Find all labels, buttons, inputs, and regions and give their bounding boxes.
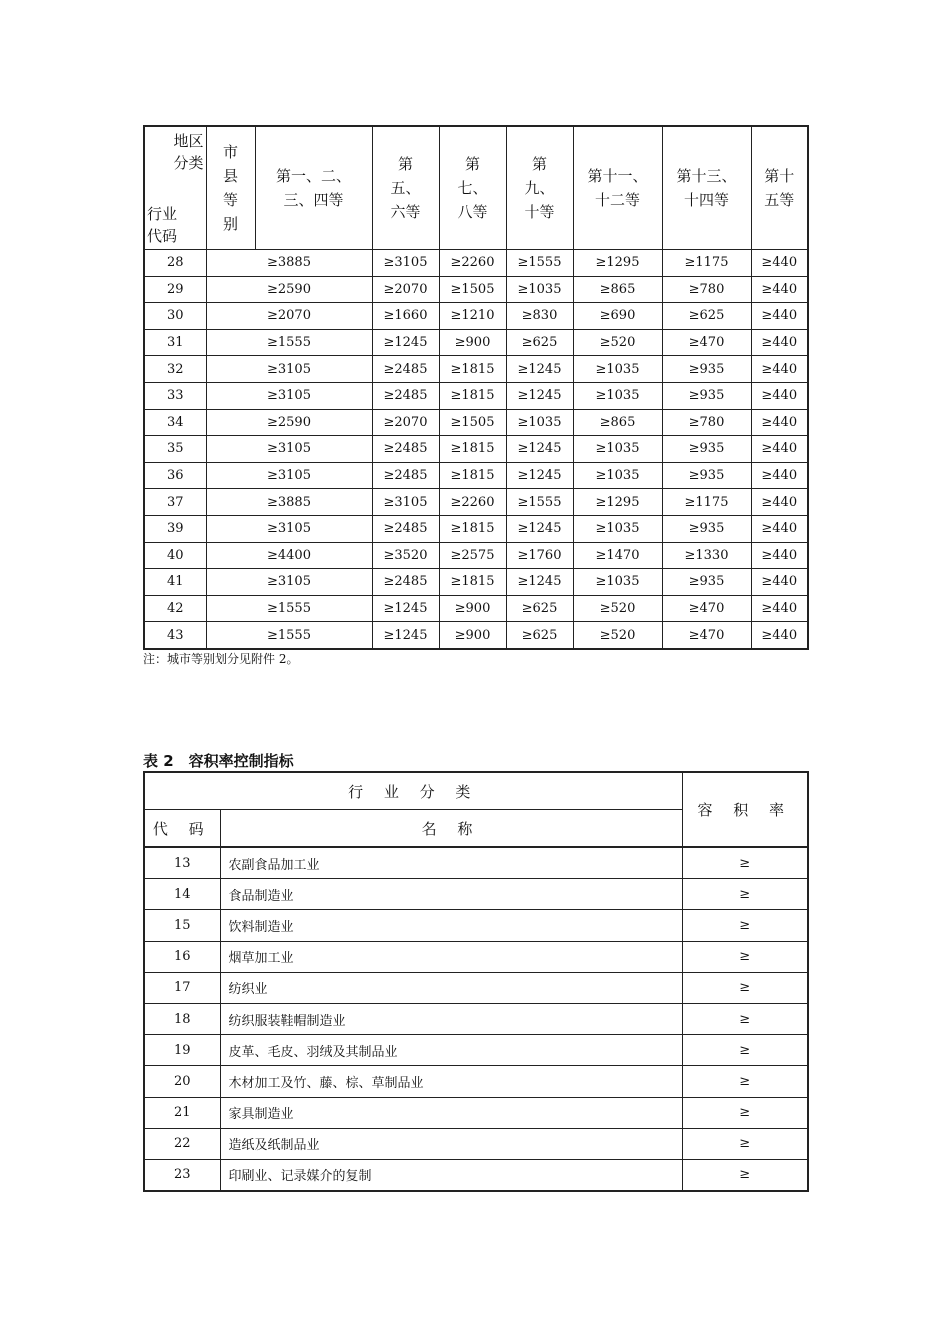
plot-ratio-cell: ≥: [682, 1159, 808, 1191]
industry-code-cell: 37: [144, 489, 206, 516]
intensity-value-cell: ≥1555: [206, 329, 372, 356]
table-row: [144, 356, 808, 383]
intensity-value-cell: ≥1245: [506, 436, 573, 463]
region-category-label: 地区 分类: [173, 132, 204, 172]
code-header: 代 码: [144, 810, 220, 848]
industry-name-cell: 造纸及纸制品业: [220, 1128, 682, 1159]
intensity-value-cell: ≥2485: [372, 515, 439, 542]
plot-ratio-header: 容 积 率: [682, 772, 808, 847]
intensity-value-cell: ≥2590: [206, 409, 372, 436]
intensity-value-cell: ≥1760: [506, 542, 573, 569]
intensity-value-cell: ≥2260: [439, 489, 506, 516]
plot-ratio-cell: ≥: [682, 1003, 808, 1034]
industry-code-cell: 33: [144, 382, 206, 409]
industry-name-cell: 饮料制造业: [220, 910, 682, 941]
intensity-value-cell: ≥1245: [506, 569, 573, 596]
intensity-value-cell: ≥440: [751, 595, 808, 622]
corner-header-cell: [144, 126, 206, 250]
intensity-value-cell: ≥440: [751, 409, 808, 436]
intensity-value-cell: ≥1245: [372, 622, 439, 649]
table-row: [144, 462, 808, 489]
grade-column-header-line: 八等: [457, 203, 488, 221]
intensity-value-cell: ≥440: [751, 515, 808, 542]
table-row: [144, 941, 808, 972]
intensity-value-cell: ≥1815: [439, 356, 506, 383]
industry-code-cell: 31: [144, 329, 206, 356]
intensity-value-cell: ≥3105: [206, 356, 372, 383]
industry-code-cell: 21: [144, 1097, 220, 1128]
table-row: [144, 436, 808, 463]
table-row: [144, 489, 808, 516]
industry-code-cell: 15: [144, 910, 220, 941]
intensity-value-cell: ≥3105: [206, 462, 372, 489]
plot-ratio-cell: ≥: [682, 972, 808, 1003]
grade-column-header-line: 第一、二、: [275, 167, 351, 185]
intensity-value-cell: ≥865: [573, 276, 662, 303]
grade-column-header-line: 十二等: [594, 191, 640, 209]
table-row: [144, 382, 808, 409]
plot-ratio-cell: ≥: [682, 1035, 808, 1066]
grade-column-header-line: 第十: [764, 167, 795, 185]
intensity-value-cell: ≥1035: [573, 462, 662, 489]
table-header-row: [144, 126, 808, 250]
intensity-value-cell: ≥440: [751, 329, 808, 356]
intensity-value-cell: ≥690: [573, 303, 662, 330]
intensity-value-cell: ≥1815: [439, 569, 506, 596]
intensity-value-cell: ≥625: [506, 329, 573, 356]
industry-code-cell: 36: [144, 462, 206, 489]
intensity-value-cell: ≥520: [573, 622, 662, 649]
industry-name-cell: 烟草加工业: [220, 941, 682, 972]
industry-code-cell: 43: [144, 622, 206, 649]
table-row: [144, 847, 808, 879]
intensity-value-cell: ≥1555: [206, 622, 372, 649]
industry-code-cell: 39: [144, 515, 206, 542]
table-row: [144, 569, 808, 596]
industry-code-cell: 20: [144, 1066, 220, 1097]
industry-code-cell: 16: [144, 941, 220, 972]
industry-code-cell: 30: [144, 303, 206, 330]
intensity-value-cell: ≥440: [751, 542, 808, 569]
intensity-value-cell: ≥935: [662, 356, 751, 383]
industry-code-cell: 22: [144, 1128, 220, 1159]
industry-name-cell: 农副食品加工业: [220, 847, 682, 879]
intensity-value-cell: ≥1245: [506, 515, 573, 542]
grade-column-header: [372, 126, 439, 250]
intensity-value-cell: ≥3105: [206, 515, 372, 542]
industry-code-cell: 32: [144, 356, 206, 383]
intensity-value-cell: ≥2590: [206, 276, 372, 303]
grade-column-header-line: 五等: [764, 191, 795, 209]
intensity-value-cell: ≥1555: [206, 595, 372, 622]
intensity-value-cell: ≥1035: [573, 515, 662, 542]
table-row: [144, 1128, 808, 1159]
grade-column-header: [573, 126, 662, 250]
intensity-value-cell: ≥440: [751, 489, 808, 516]
intensity-value-cell: ≥1555: [506, 250, 573, 277]
table-row: [144, 329, 808, 356]
intensity-value-cell: ≥1035: [573, 356, 662, 383]
intensity-value-cell: ≥1035: [573, 569, 662, 596]
intensity-value-cell: ≥865: [573, 409, 662, 436]
intensity-value-cell: ≥1660: [372, 303, 439, 330]
grade-column-header: [506, 126, 573, 250]
table-row: [144, 250, 808, 277]
intensity-value-cell: ≥900: [439, 329, 506, 356]
grade-column-header-line: 七、: [457, 179, 488, 197]
grade-column-header: [751, 126, 808, 250]
grade-column-header: [662, 126, 751, 250]
grade-column-header-line: 第: [464, 155, 480, 173]
industry-name-cell: 印刷业、记录媒介的复制: [220, 1159, 682, 1191]
intensity-value-cell: ≥625: [662, 303, 751, 330]
table-row: [144, 542, 808, 569]
intensity-value-cell: ≥470: [662, 622, 751, 649]
plot-ratio-cell: ≥: [682, 1128, 808, 1159]
intensity-value-cell: ≥1245: [506, 382, 573, 409]
industry-code-cell: 29: [144, 276, 206, 303]
intensity-value-cell: ≥440: [751, 303, 808, 330]
intensity-value-cell: ≥3105: [206, 569, 372, 596]
industry-name-cell: 食品制造业: [220, 879, 682, 910]
plot-ratio-cell: ≥: [682, 1066, 808, 1097]
intensity-value-cell: ≥1295: [573, 489, 662, 516]
industry-classification-header: 行 业 分 类: [144, 772, 682, 810]
plot-ratio-cell: ≥: [682, 1097, 808, 1128]
table-row: [144, 595, 808, 622]
intensity-value-cell: ≥1815: [439, 515, 506, 542]
table-note: 注：城市等别划分见附件 2。: [143, 652, 299, 666]
grade-column-header-line: 第十三、: [676, 167, 737, 185]
table-row: [144, 515, 808, 542]
industry-code-cell: 23: [144, 1159, 220, 1191]
table-row: [144, 910, 808, 941]
intensity-value-cell: ≥3520: [372, 542, 439, 569]
intensity-value-cell: ≥1245: [372, 595, 439, 622]
intensity-value-cell: ≥900: [439, 595, 506, 622]
industry-code-cell: 35: [144, 436, 206, 463]
intensity-value-cell: ≥470: [662, 595, 751, 622]
intensity-value-cell: ≥625: [506, 595, 573, 622]
table-row: [144, 972, 808, 1003]
intensity-value-cell: ≥1505: [439, 276, 506, 303]
intensity-value-cell: ≥440: [751, 276, 808, 303]
industry-code-cell: 28: [144, 250, 206, 277]
intensity-value-cell: ≥1815: [439, 382, 506, 409]
grade-column-header: [439, 126, 506, 250]
intensity-value-cell: ≥2070: [372, 276, 439, 303]
table2-header-row: [144, 772, 808, 810]
industry-code-cell: 41: [144, 569, 206, 596]
grade-column-header-line: 第: [531, 155, 547, 173]
intensity-value-cell: ≥440: [751, 436, 808, 463]
plot-ratio-cell: ≥: [682, 847, 808, 879]
intensity-value-cell: ≥2485: [372, 436, 439, 463]
intensity-value-cell: ≥2575: [439, 542, 506, 569]
intensity-value-cell: ≥3105: [206, 382, 372, 409]
intensity-value-cell: ≥1505: [439, 409, 506, 436]
intensity-value-cell: ≥2485: [372, 382, 439, 409]
table-row: [144, 303, 808, 330]
intensity-value-cell: ≥2070: [372, 409, 439, 436]
table-row: [144, 1097, 808, 1128]
grade-column-header-line: 三、四等: [283, 191, 344, 209]
intensity-value-cell: ≥900: [439, 622, 506, 649]
intensity-value-cell: ≥1815: [439, 462, 506, 489]
table-row: [144, 1035, 808, 1066]
intensity-value-cell: ≥440: [751, 462, 808, 489]
grade-column-header-line: 九、: [524, 179, 555, 197]
grade-column-header-line: 第: [397, 155, 413, 173]
intensity-value-cell: ≥935: [662, 462, 751, 489]
industry-code-cell: 40: [144, 542, 206, 569]
industry-code-cell: 17: [144, 972, 220, 1003]
industry-code-cell: 13: [144, 847, 220, 879]
table-row: [144, 276, 808, 303]
investment-intensity-table: [143, 125, 809, 650]
industry-name-cell: 家具制造业: [220, 1097, 682, 1128]
industry-name-cell: 木材加工及竹、藤、棕、草制品业: [220, 1066, 682, 1097]
intensity-value-cell: ≥1245: [506, 462, 573, 489]
intensity-value-cell: ≥440: [751, 382, 808, 409]
grade-column-header-line: 十四等: [683, 191, 729, 209]
intensity-value-cell: ≥935: [662, 569, 751, 596]
intensity-value-cell: ≥3105: [206, 436, 372, 463]
industry-code-cell: 34: [144, 409, 206, 436]
plot-ratio-cell: ≥: [682, 879, 808, 910]
industry-code-cell: 14: [144, 879, 220, 910]
table-row: [144, 622, 808, 649]
intensity-value-cell: ≥1175: [662, 489, 751, 516]
intensity-value-cell: ≥1035: [506, 409, 573, 436]
intensity-value-cell: ≥1175: [662, 250, 751, 277]
intensity-value-cell: ≥1245: [372, 329, 439, 356]
intensity-value-cell: ≥830: [506, 303, 573, 330]
intensity-value-cell: ≥935: [662, 382, 751, 409]
intensity-value-cell: ≥440: [751, 356, 808, 383]
intensity-value-cell: ≥625: [506, 622, 573, 649]
intensity-value-cell: ≥780: [662, 276, 751, 303]
table-row: [144, 1003, 808, 1034]
table-row: [144, 879, 808, 910]
intensity-value-cell: ≥440: [751, 250, 808, 277]
intensity-value-cell: ≥2070: [206, 303, 372, 330]
industry-name-cell: 纺织业: [220, 972, 682, 1003]
intensity-value-cell: ≥2485: [372, 569, 439, 596]
intensity-value-cell: ≥1555: [506, 489, 573, 516]
intensity-value-cell: ≥2260: [439, 250, 506, 277]
intensity-value-cell: ≥1330: [662, 542, 751, 569]
intensity-value-cell: ≥3885: [206, 250, 372, 277]
intensity-value-cell: ≥1035: [573, 382, 662, 409]
intensity-value-cell: ≥440: [751, 569, 808, 596]
industry-code-cell: 18: [144, 1003, 220, 1034]
intensity-value-cell: ≥2485: [372, 356, 439, 383]
industry-name-cell: 纺织服装鞋帽制造业: [220, 1003, 682, 1034]
intensity-value-cell: ≥1295: [573, 250, 662, 277]
grade-column-header-line: 第十一、: [587, 167, 648, 185]
intensity-value-cell: ≥1210: [439, 303, 506, 330]
plot-ratio-table: [143, 771, 809, 1192]
industry-code-cell: 19: [144, 1035, 220, 1066]
intensity-value-cell: ≥1035: [573, 436, 662, 463]
intensity-value-cell: ≥520: [573, 329, 662, 356]
intensity-value-cell: ≥935: [662, 436, 751, 463]
intensity-value-cell: ≥780: [662, 409, 751, 436]
intensity-value-cell: ≥3885: [206, 489, 372, 516]
intensity-value-cell: ≥2485: [372, 462, 439, 489]
intensity-value-cell: ≥3105: [372, 489, 439, 516]
intensity-value-cell: ≥520: [573, 595, 662, 622]
intensity-value-cell: ≥1815: [439, 436, 506, 463]
table-row: [144, 409, 808, 436]
table-row: [144, 1066, 808, 1097]
intensity-value-cell: ≥935: [662, 515, 751, 542]
plot-ratio-cell: ≥: [682, 910, 808, 941]
intensity-value-cell: ≥470: [662, 329, 751, 356]
intensity-value-cell: ≥440: [751, 622, 808, 649]
table-row: [144, 1159, 808, 1191]
industry-name-cell: 皮革、毛皮、羽绒及其制品业: [220, 1035, 682, 1066]
city-level-header: 市县等别: [206, 126, 255, 250]
grade-column-header-line: 六等: [390, 203, 421, 221]
intensity-value-cell: ≥1035: [506, 276, 573, 303]
grade-column-header-line: 五、: [390, 179, 421, 197]
grade-column-header-line: 十等: [524, 203, 555, 221]
name-header: 名 称: [220, 810, 682, 848]
plot-ratio-cell: ≥: [682, 941, 808, 972]
industry-code-label: 行业 代码: [147, 205, 178, 245]
grade-column-header-first: [255, 126, 372, 250]
intensity-value-cell: ≥1470: [573, 542, 662, 569]
table2-caption: 表 2 容积率控制指标: [143, 752, 294, 770]
intensity-value-cell: ≥3105: [372, 250, 439, 277]
intensity-value-cell: ≥1245: [506, 356, 573, 383]
industry-code-cell: 42: [144, 595, 206, 622]
intensity-value-cell: ≥4400: [206, 542, 372, 569]
